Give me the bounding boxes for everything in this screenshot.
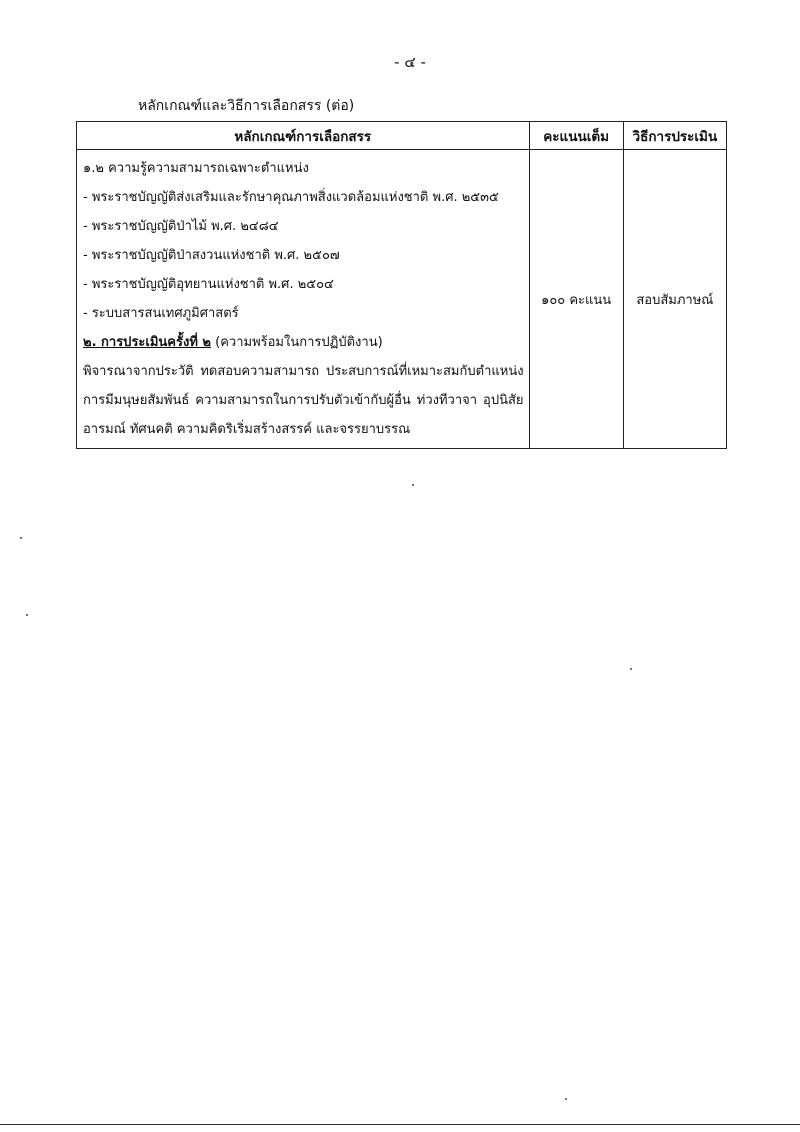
scan-speck	[412, 484, 414, 486]
criteria-table	[76, 121, 727, 449]
criteria-subheading: ๑.๒ ความรู้ความสามารถเฉพาะตำแหน่ง	[83, 161, 309, 176]
scan-speck	[20, 537, 22, 539]
table-caption: หลักเกณฑ์และวิธีการเลือกสรร (ต่อ)	[138, 98, 355, 114]
full-score-cell: ๑๐๐ คะแนน	[529, 150, 623, 449]
header-criteria: หลักเกณฑ์การเลือกสรร	[77, 122, 530, 150]
criteria-cell	[77, 150, 530, 449]
header-full-score: คะแนนเต็ม	[529, 122, 623, 150]
section2-body: พิจารณาจากประวัติ ทดสอบความสามารถ ประสบการณ์ที่เหมาะสมกับตำแหน่ง การมีมนุษยสัมพันธ์ ความสามารถในการปรับตัวเข้ากับผู้อื่น ท่วงทีวาจา อุปนิสัย อารมณ์ ทัศนคติ ความคิดริเริ่มสร้างสรรค์ และจรรยาบรรณ	[83, 364, 524, 437]
scan-speck	[630, 668, 632, 670]
scan-edge-line	[0, 1124, 800, 1125]
assessment-method-cell: สอบสัมภาษณ์	[623, 150, 726, 449]
section2-heading-line	[83, 328, 524, 357]
section2-note: (ความพร้อมในการปฏิบัติงาน)	[211, 335, 383, 350]
criteria-item: - พระราชบัญญัติอุทยานแห่งชาติ พ.ศ. ๒๕๐๔	[83, 277, 334, 292]
scan-speck	[26, 614, 28, 616]
header-assessment-method: วิธีการประเมิน	[623, 122, 726, 150]
criteria-item: - พระราชบัญญัติป่าสงวนแห่งชาติ พ.ศ. ๒๕๐๗	[83, 248, 340, 263]
page-number: - ๔ -	[394, 53, 426, 71]
criteria-item: - พระราชบัญญัติป่าไม้ พ.ศ. ๒๔๘๔	[83, 219, 279, 234]
criteria-item: - ระบบสารสนเทศภูมิศาสตร์	[83, 306, 239, 321]
section2-title: ๒. การประเมินครั้งที่ ๒	[83, 335, 211, 350]
criteria-item: - พระราชบัญญัติส่งเสริมและรักษาคุณภาพสิ่งแวดล้อมแห่งชาติ พ.ศ. ๒๕๓๕	[83, 190, 499, 205]
table-header-row	[77, 122, 727, 150]
table-row	[77, 150, 727, 449]
scan-speck	[565, 1098, 567, 1100]
